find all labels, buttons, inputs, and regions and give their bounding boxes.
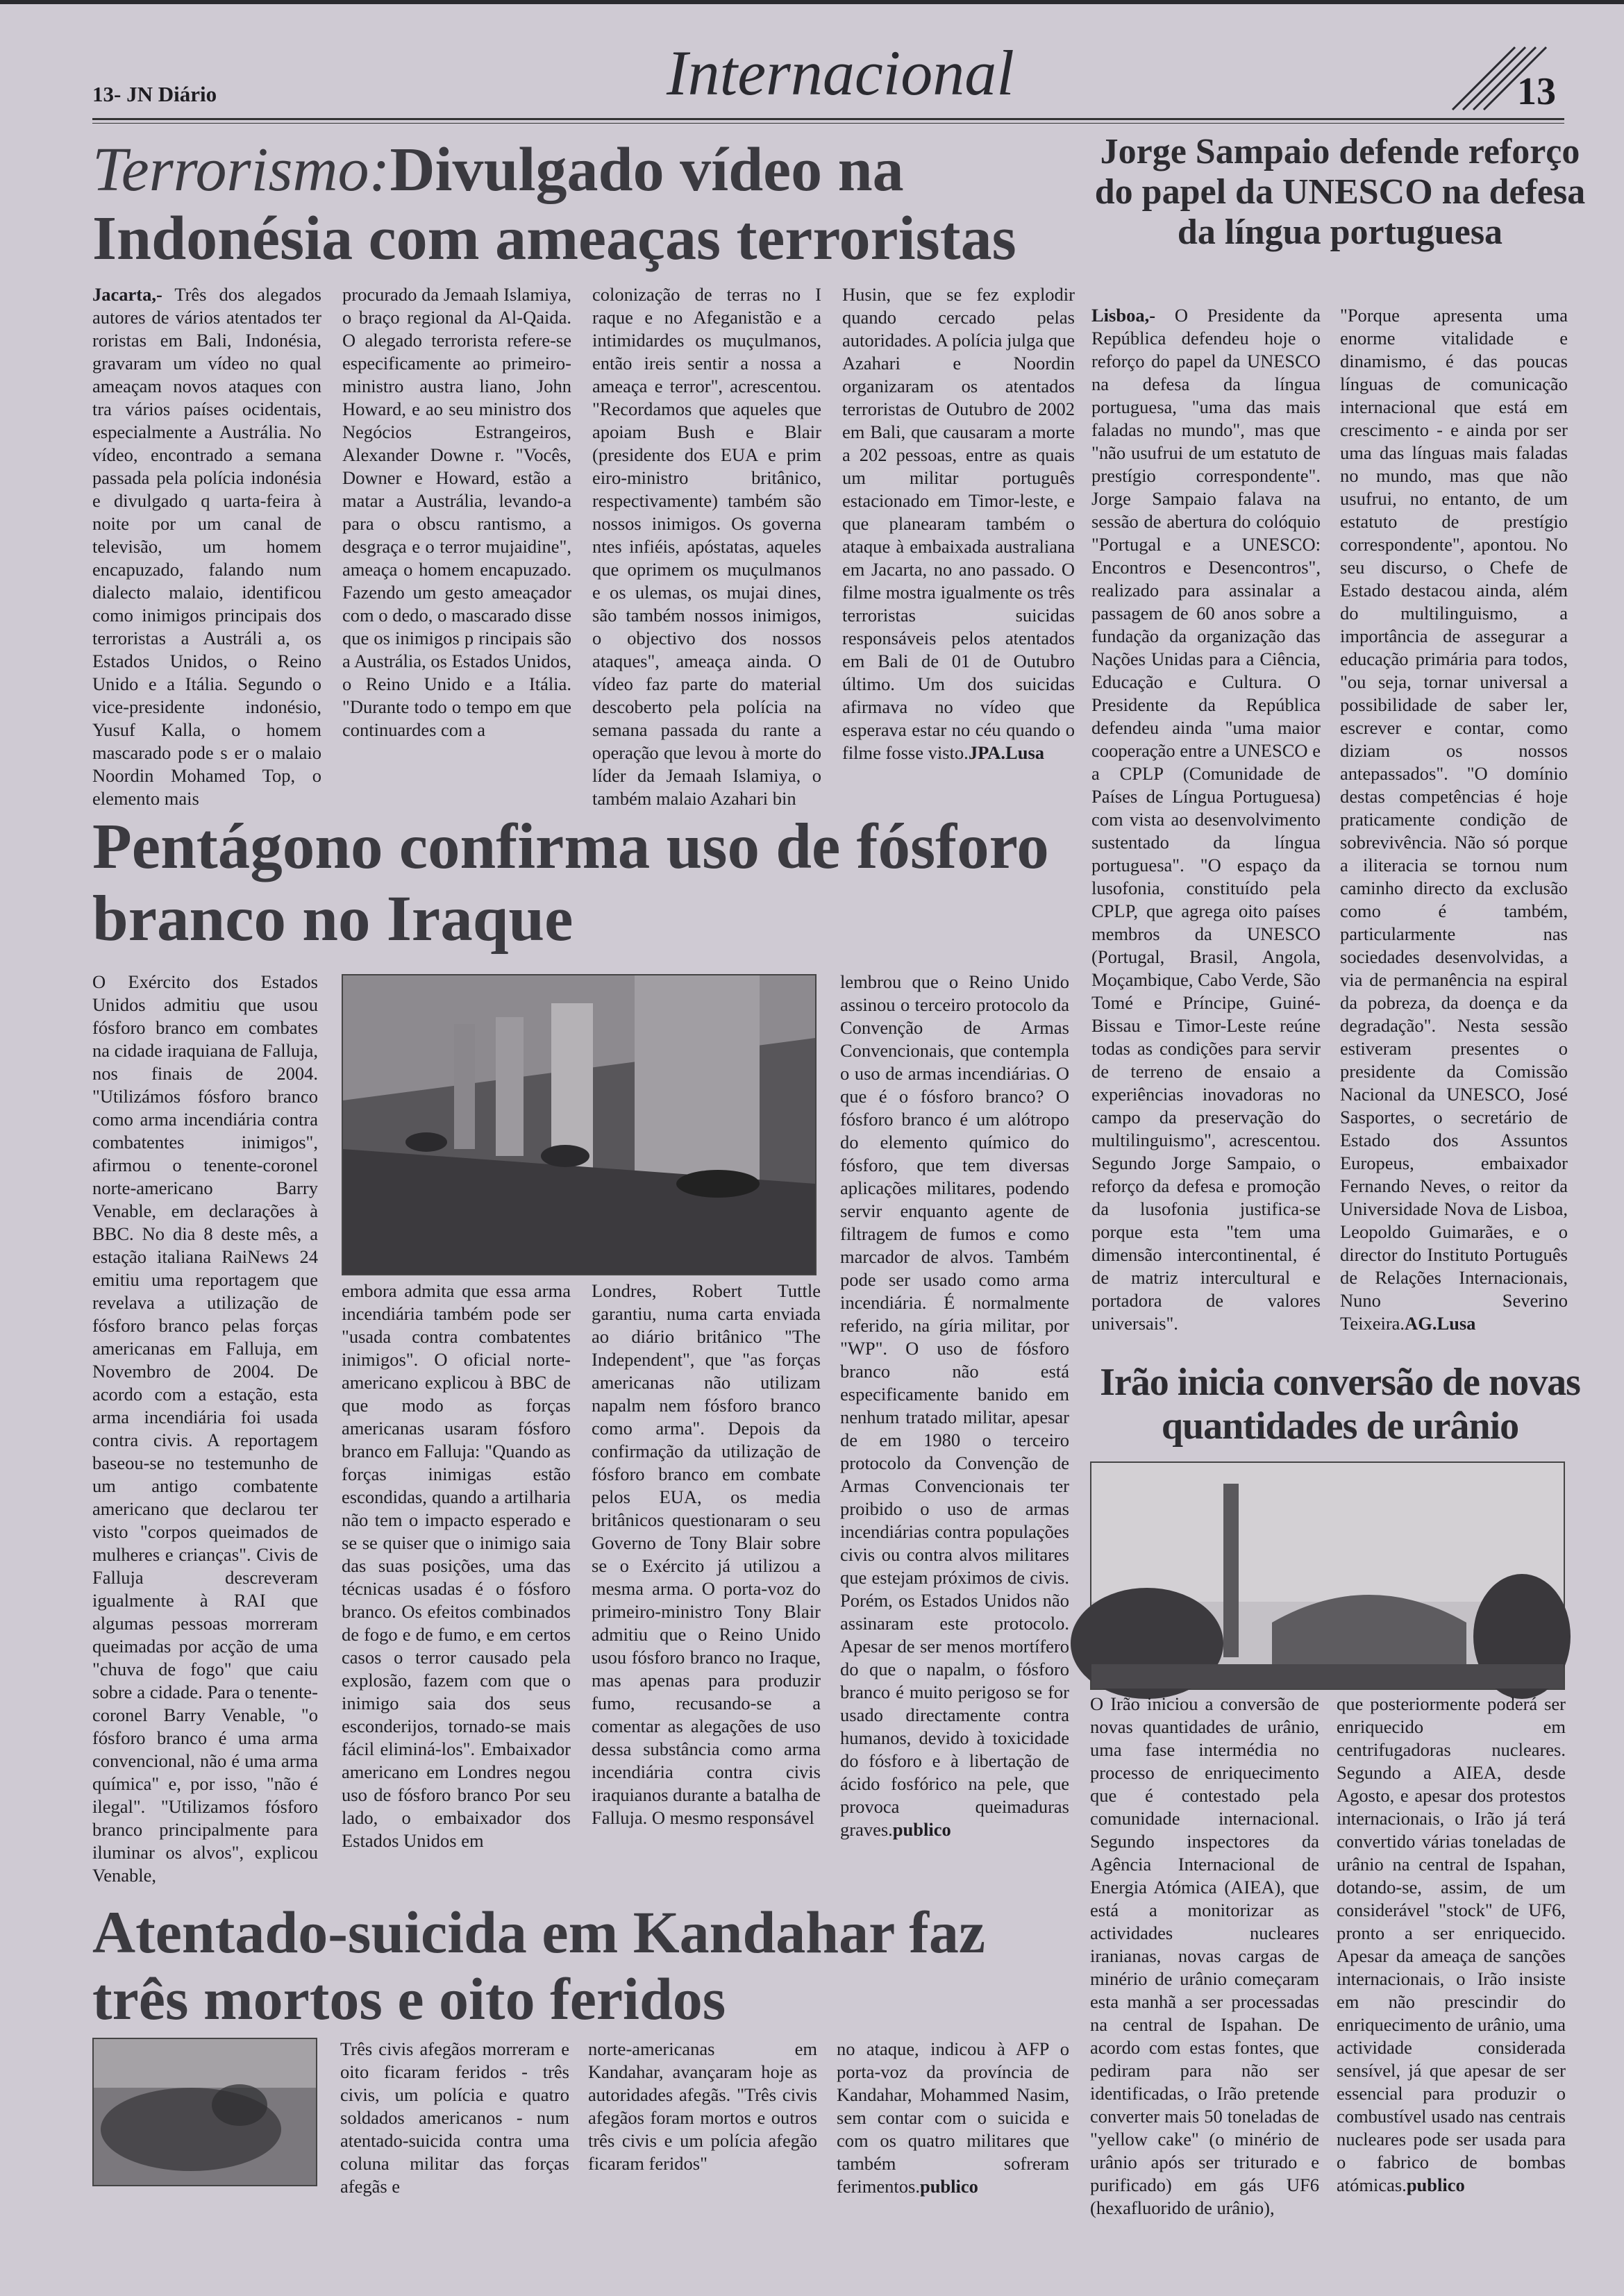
article1-title: Divulgado vídeo na Indonésia com ameaças terroristas: [92, 135, 1016, 273]
article3-signature: publico: [919, 2176, 978, 2197]
article5-col1: O Irão iniciou a conversão de novas quantidades de urânio, uma fase intermédia no processo de enriquecimento que é contestado pela comunidade internacional. Segundo inspectores da Agência Internacional de Energia Atómica (AIEA), que está a monitorizar as actividades nucleares iranianas, novas cargas de minério de urânio começaram esta manhã a ser processadas na central de Ispahan. De acordo com estas fontes, que pediram para não ser identificadas, o Irão pretende converter mais 50 toneladas de "yellow cake" (o minério de urânio após ser triturado e purificado) em gás UF6 (hexafluorido de urânio),: [1090, 1693, 1319, 2218]
car-wreck-photo: [92, 2038, 317, 2186]
article2-col1: O Exército dos Estados Unidos admitiu que usou fósforo branco em combates na cidade iraquiana de Falluja, nos finais de 2004. "Utilizámos fósforo branco como arma incendiária contra combatentes inimigos", afirmou o tenente-coronel norte-americano Barry Venable, em declarações à BBC. No dia 8 deste mês, a estação italiana RaiNews 24 emitiu uma reportagem que revelava a utilização de fósforo branco pelas forças americanas em Falluja, em Novembro de 2004. De acordo com a estação, esta arma incendiária foi usada contra civis. A reportagem baseou-se no testemunho de um antigo combatente americano que declarou ter visto "corpos queimados de mulheres e crianças". Civis de Falluja descreveram igualmente à RAI que algumas pessoas morreram queimadas por acção de uma "chuva de fogo" que caiu sobre a cidade. Para o tenente-coronel Barry Venable, "o fósforo branco é uma arma convencional, não é uma arma química" e, por isso, "não é ilegal". "Utilizamos fósforo branco principalmente para iluminar os alvos", explicou Venable,: [92, 971, 318, 1886]
nuclear-plant-photo: [1090, 1461, 1565, 1690]
article3-headline: Atentado-suicida em Kandahar faz três mortos e oito feridos: [92, 1899, 986, 2033]
article1-title-italic: Terrorismo:: [92, 135, 390, 204]
top-border: [0, 0, 1624, 4]
section-title: Internacional: [667, 37, 1014, 108]
article2-signature: publico: [892, 1819, 951, 1840]
article5-headline: Irão inicia conversão de novas quantidades de urânio: [1100, 1361, 1580, 1448]
header-rule: [92, 118, 1564, 120]
soldiers-photo-graphic: [343, 975, 815, 1274]
article2-col2: embora admita que essa arma incendiária também pode ser "usada contra combatentes inimigos". O oficial norte-americano explicou à BBC de que modo as forças americanas usaram fósforo branco em Falluja: "Quando as forças inimigas estão escondidas, quando a artilharia não tem o impacto esperado e se se quiser que o inimigo saia das suas posições, uma das técnicas usadas é o fósforo branco. Os efeitos combinados de fogo e de fumo, e em certos casos o terror causado pela explosão, fazem com que o inimigo saia dos seus esconderijos, tornado-se mais fácil eliminá-los". Embaixador americano em Londres negou uso de fósforo branco Por seu lado, o embaixador dos Estados Unidos em: [342, 1280, 571, 1851]
article4-dateline: Lisboa,-: [1091, 305, 1156, 326]
page-number: 13: [1517, 70, 1556, 113]
article3-col2: norte-americanas em Kandahar, avançaram hoje as autoridades afegãs. "Três civis afegãos foram mortos e outros três civis e um polícia afegão ficaram feridos": [588, 2038, 817, 2174]
page-label: 13- JN Diário: [92, 82, 217, 106]
header-rule-thin: [92, 123, 1564, 124]
article2-col4: lembrou que o Reino Unido assinou o terceiro protocolo da Convenção de Armas Convencionais, que contempla o uso de armas incendiárias. O que é o fósforo branco? O fósforo branco é um alótropo do elemento químico do fósforo, que tem diversas aplicações militares, podendo servir enquanto agente de filtragem de fumos e como marcador de alvos. Também pode ser usado como arma incendiária. É normalmente referido, na gíria militar, por "WP". O uso de fósforo branco não está especificamente banido em nenhum tratado militar, apesar de em 1980 o terceiro protocolo da Convenção de Armas Convencionais ter proibido o uso de armas incendiárias contra populações civis ou contra alvos militares que estejam próximos de civis. Porém, os Estados Unidos não assinaram este protocolo. Apesar de ser menos mortífero do que o napalm, o fósforo branco é muito perigoso se for usado directamente contra humanos, devido à toxicidade do fósforo e à libertação de ácido fosfórico na pele, que provoca queimaduras graves.publico: [840, 971, 1069, 1840]
article1-col2: procurado da Jemaah Islamiya, o braço regional da Al-Qaida. O alegado terrorista refere-se especificamente ao primeiro-ministro austra liano, John Howard, e ao seu ministro dos Negócios Estrangeiros, Alexander Downe r. "Vocês, Downer e Howard, estão a matar a Austrália, levando-a para o obscu rantismo, a desgraça e o terror mujaidine", ameaça o homem encapuzado. Fazendo um gesto ameaçador com o dedo, o mascarado disse que os inimigos p rincipais são a Austrália, os Estados Unidos, o Reino Unido e a Itália. "Durante todo o tempo em que continuardes com a: [342, 284, 571, 740]
article1-dateline: Jacarta,-: [92, 284, 162, 305]
article2-headline: Pentágono confirma uso de fósforo branco no Iraque: [92, 811, 1049, 955]
article5-signature: publico: [1406, 2175, 1465, 2195]
article1-signature: JPA.Lusa: [968, 742, 1045, 763]
nuclear-plant-photo-graphic: [1091, 1463, 1564, 1689]
article1-col1: Jacarta,- Três dos alegados autores de vários atentados ter roristas em Bali, Indonésia, gravaram um vídeo no qual ameaçam novos ataques con tra vários países ocidentais, especialmente a Austrália. No vídeo, encontrado a semana passada pela polícia indonésia e divulgado q uarta-feira à noite por um canal de televisão, um homem encapuzado, falando num dialecto malaio, identificou como inimigos principais dos terroristas a Austráli a, os Estados Unidos, o Reino Unido e a Itália. Segundo o vice-presidente indonésio, Yusuf Kalla, o homem mascarado pode s er o malaio Noordin Mohamed Top, o elemento mais: [92, 284, 321, 809]
soldiers-photo: [342, 974, 817, 1275]
article4-headline: Jorge Sampaio defende reforço do papel da UNESCO na defesa da língua portuguesa: [1094, 132, 1586, 253]
article4-col1: Lisboa,- O Presidente da República defendeu hoje o reforço do papel da UNESCO na defesa da língua portuguesa, "uma das mais faladas no mundo", mas que "não usufrui de um estatuto de prestígio correspondente". Jorge Sampaio falava na sessão de abertura do colóquio "Portugal e a UNESCO: Encontros e Desencontros", realizado para assinalar a passagem de 60 anos sobre a fundação da organização das Nações Unidas para a Ciência, Educação e Cultura. O Presidente da República defendeu ainda "uma maior cooperação entre a UNESCO e a CPLP (Comunidade de Países de Língua Portuguesa) com vista ao desenvolvimento sustentado da língua portuguesa". "O espaço da lusofonia, constituído pela CPLP, que agrega oito países membros da UNESCO (Portugal, Brasil, Angola, Moçambique, Cabo Verde, São Tomé e Príncipe, Guiné-Bissau e Timor-Leste reúne todas as condições para servir de terreno de ensaio a experiências inovadoras no campo da preservação do multilinguismo", acrescentou. Segundo Jorge Sampaio, o reforço da defesa e promoção da lusofonia justifica-se porque esta "tem uma dimensão intercontinental, é de matriz intercultural e portadora de valores universais".: [1091, 305, 1321, 1334]
article1-col4: Husin, que se fez explodir quando cercado pelas autoridades. A polícia julga que Azahari e Noordin organizaram os atentados terroristas de Outubro de 2002 em Bali, que causaram a morte a 202 pessoas, entre as quais um militar português estacionado em Timor-leste, e que planearam também o ataque à embaixada australiana em Jacarta, no ano passado. O filme mostra igualmente os três terroristas suicidas responsáveis pelos atentados em Bali de 01 de Outubro último. Um dos suicidas afirmava no vídeo que esperava estar no céu quando o filme fosse visto.JPA.Lusa: [842, 284, 1075, 763]
article4-signature: AG.Lusa: [1405, 1313, 1476, 1334]
article2-col3: Londres, Robert Tuttle garantiu, numa carta enviada ao diário britânico "The Independent", que "as forças americanas não utilizam napalm nem fósforo branco como arma". Depois da confirmação da utilização de fósforo branco em combate pelos EUA, os media britânicos questionaram o seu Governo de Tony Blair sobre se o Exército já utilizou a mesma arma. O porta-voz do primeiro-ministro Tony Blair admitiu que o Reino Unido usou fósforo branco no Iraque, mas apenas para produzir fumo, recusando-se a comentar as alegações de uso dessa substância como arma incendiária contra civis iraquianos durante a batalha de Falluja. O mesmo responsável: [592, 1280, 821, 1828]
car-wreck-photo-graphic: [94, 2039, 316, 2185]
article3-col1: Três civis afegãos morreram e oito ficaram feridos - três civis, um polícia e quatro soldados americanos - num atentado-suicida contra uma coluna militar das forças afegãs e: [340, 2038, 569, 2197]
article5-col2: que posteriormente poderá ser enriquecido em centrifugadoras nucleares. Segundo a AIEA, desde Agosto, e apesar dos protestos internacionais, o Irão já terá convertido várias toneladas de urânio na central de Ispahan, dotando-se, assim, de um considerável "stock" de UF6, pronto a ser enriquecido. Apesar da ameaça de sanções internacionais, o Irão insiste em não prescindir do enriquecimento de urânio, uma actividade considerada sensível, já que apesar de ser essencial para produzir o combustível usado nas centrais nucleares pode ser usada para o fabrico de bombas atómicas.publico: [1337, 1693, 1566, 2195]
article3-col3: no ataque, indicou à AFP o porta-voz da província de Kandahar, Mohammed Nasim, sem contar com o suicida e com os quatro militares que também sofreram ferimentos.publico: [837, 2038, 1069, 2197]
article1-headline: [92, 135, 1078, 273]
article4-col2: "Porque apresenta uma enorme vitalidade e dinamismo, é das poucas línguas de comunicação internacional que está em crescimento - e ainda por ser uma das línguas mais faladas no mundo, mas que não usufrui, no entanto, de um estatuto de prestígio correspondente", apontou. No seu discurso, o Chefe de Estado destacou ainda, além do multilinguismo, a importância de assegurar a educação primária para todos, "ou seja, tornar universal a possibilidade de saber ler, escrever e contar, como diziam os nossos antepassados". "O domínio destas competências é hoje praticamente condição de sobrevivência. Não só porque a iliteracia se tornou num caminho directo da exclusão como é também, particularmente nas sociedades desenvolvidas, a via de permanência na espiral da pobreza, da doença e da degradação". Nesta sessão estiveram presentes o presidente da Comissão Nacional da UNESCO, José Sasportes, o secretário de Estado dos Assuntos Europeus, embaixador Fernando Neves, o reitor da Universidade Nova de Lisboa, Leopoldo Guimarães, e o director do Instituto Português de Relações Internacionais, Nuno Severino Teixeira.AG.Lusa: [1340, 305, 1568, 1334]
article1-col3: colonização de terras no I raque e no Afeganistão e a intimidardes os muçulmanos, então ireis sentir a nossa a ameaça e terror", acrescentou. "Recordamos que aqueles que apoiam Bush e Blair (presidente dos EUA e prim eiro-ministro britânico, respectivamente) também são nossos inimigos. Os governa ntes infiéis, apóstatas, aqueles que oprimem os muçulmanos e os ulemas, os mujai dines, são também nossos inimigos, o objectivo dos nossos ataques", ameaça ainda. O vídeo faz parte do material descoberto pela polícia na semana passada du rante a operação que levou à morte do líder da Jemaah Islamiya, o também malaio Azahari bin: [592, 284, 821, 809]
